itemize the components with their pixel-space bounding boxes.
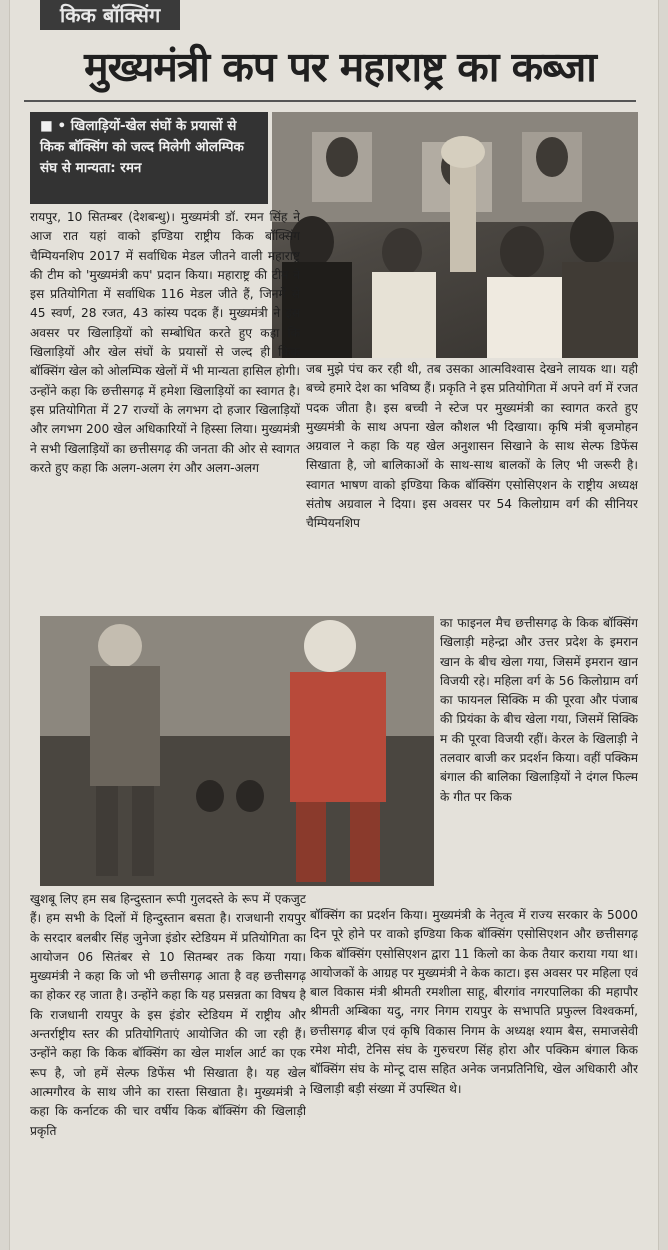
kickboxing-bout-illustration	[40, 616, 434, 886]
article-column-1: रायपुर, 10 सितम्बर (देशबन्धु)। मुख्यमंत्री डॉ. रमन सिंह ने आज रात यहां वाको इण्डिया राष्ट्रीय किक बॉक्सिंग चैम्पियनशिप 2017 में सर्वाधिक मेडल जीतने वाली महाराष्ट्र की टीम को 'मुख्यमंत्री कप' प्रदान किया। महाराष्ट्र की टीम ने इस प्रतियोगिता में सर्वाधिक 116 मेडल जीते हैं, जिनमें से 45 स्वर्ण, 28 रजत, 43 कांस्य पदक हैं। मुख्यमंत्री ने इस अवसर पर खिलाड़ियों को सम्बोधित करते हुए कहा कि खिलाड़ियों और खेल संघों के प्रयासों से जल्द ही किक बॉक्सिंग खेल को ओलम्पिक खेलों में भी मान्यता हासिल होगी। उन्होंने कहा कि छत्तीसगढ़ में हमेशा खिलाड़ियों का स्वागत है। इस प्रतियोगिता में 27 राज्यों के लगभग दो हजार खिलाड़ियों और लगभग 200 खेल अधिकारियों ने हिस्सा लिया। मुख्यमंत्री ने सभी खिलाड़ियों का छत्तीसगढ़ की जनता की ओर से स्वागत करते हुए कहा कि अलग-अलग रंग और अलग-अलग	[30, 210, 300, 475]
kickboxing-bout-photo	[40, 616, 434, 886]
article-column-4: खुशबू लिए हम सब हिन्दुस्तान रूपी गुलदस्ते के रूप में एकजुट हैं। हम सभी के दिलों में हिन्दुस्तान बसता है। राजधानी रायपुर के सरदार बलबीर सिंह जुनेजा इंडोर स्टेडियम में प्रतियोगिता का आयोजन 06 सितंबर से 10 सितम्बर तक किया गया। मुख्यमंत्री ने कहा कि जो भी छत्तीसगढ़ आता है वह छत्तीसगढ़ का होकर रह जाता है। उन्होंने कहा कि यह प्रसन्नता का विषय है कि राजधानी रायपुर के इस इंडोर स्टेडियम में राष्ट्रीय और अन्तर्राष्ट्रीय स्तर की प्रतियोगिताएं आयोजित की जा रही हैं। उन्होंने कहा कि किक बॉक्सिंग का खेल मार्शल आर्ट का एक रूप है, जो हमें सेल्फ डिफेंस भी सिखाता है। यह खेल आत्मगौरव के साथ जीने का रास्ता सिखाता है। मुख्यमंत्री ने कहा कि कर्नाटक की चार वर्षीय किक बॉक्सिंग की खिलाड़ी प्रकृति	[30, 892, 306, 1138]
section-tag: किक बॉक्सिंग	[40, 0, 180, 30]
award-ceremony-photo	[272, 112, 638, 358]
award-ceremony-illustration	[272, 112, 638, 358]
headline: मुख्यमंत्री कप पर महाराष्ट्र का कब्जा	[84, 43, 596, 91]
deck-summary: ■ • खिलाड़ियों-खेल संघों के प्रयासों से किक बॉक्सिंग को जल्द मिलेगी ओलम्पिक संघ से मान्यता: रमन	[30, 112, 268, 204]
article-column-3: का फाइनल मैच छत्तीसगढ़ के किक बॉक्सिंग खिलाड़ी महेन्द्रा और उत्तर प्रदेश के इमरान खान के बीच खेला गया, जिसमें इमरान खान विजयी रहे। महिला वर्ग के 56 किलोग्राम वर्ग का फायनल सिक्कि म की पूरवा और पंजाब की प्रियंका के बीच खेला गया, जिसमें सिक्कि म की पूरवा विजयी रहीं। केरल के खिलाड़ी ने तलवार बाजी कर प्रदर्शन किया। वहीं पक्किम बंगाल की बालिका खिलाड़ियों ने दंगल फिल्म के गीत पर किक	[440, 616, 638, 804]
headline-rule	[24, 100, 636, 102]
article-column-5: बॉक्सिंग का प्रदर्शन किया। मुख्यमंत्री के नेतृत्व में राज्य सरकार के 5000 दिन पूरे होने पर वाको इण्डिया किक बॉक्सिंग एसोसिएशन और छत्तीसगढ़ किक बॉक्सिंग एसोसिएशन द्वारा 11 किलो का केक तैयार कराया गया था। आयोजकों के आग्रह पर मुख्यमंत्री ने केक काटा। इस अवसर पर महिला एवं बाल विकास मंत्री श्रीमती रमशीला साहू, बीरगांव नगरपालिका की महापौर श्रीमती अम्बिका यदु, नगर निगम रायपुर के सभापति प्रफुल्ल विश्वकर्मा, छत्तीसगढ़ बीज एवं कृषि विकास निगम के अध्यक्ष श्याम बैस, समाजसेवी रमेश मोदी, टेनिस संघ के गुरुचरण सिंह होरा और पक्किम बंगाल किक बॉक्सिंग संघ के मोन्टू दास सहित अनेक जनप्रतिनिधि, खेल अधिकारी और खिलाड़ी बड़ी संख्या में उपस्थित थे।	[310, 908, 638, 1096]
article-column-2: जब मुझे पंच कर रही थी, तब उसका आत्मविश्वास देखने लायक था। यही बच्चे हमारे देश का भविष्य हैं। प्रकृति ने इस प्रतियोगिता में अपने वर्ग में रजत पदक जीता है। इस बच्ची ने स्टेज पर मुख्यमंत्री का स्वागत करते हुए मुख्यमंत्री के साथ अपना खेल कौशल भी दिखाया। कृषि मंत्री बृजमोहन अग्रवाल ने कहा कि यह खेल अनुशासन सिखाने के साथ सेल्फ डिफेंस सिखाता है, जो बालिकाओं के साथ-साथ बालकों के लिए भी जरूरी है। स्वागत भाषण वाको इण्डिया किक बॉक्सिंग एसोसिएशन के राष्ट्रीय अध्यक्ष संतोष अग्रवाल ने दिया। इस अवसर पर 54 किलोग्राम वर्ग की सीनियर चैम्पियनशिप	[306, 362, 638, 531]
